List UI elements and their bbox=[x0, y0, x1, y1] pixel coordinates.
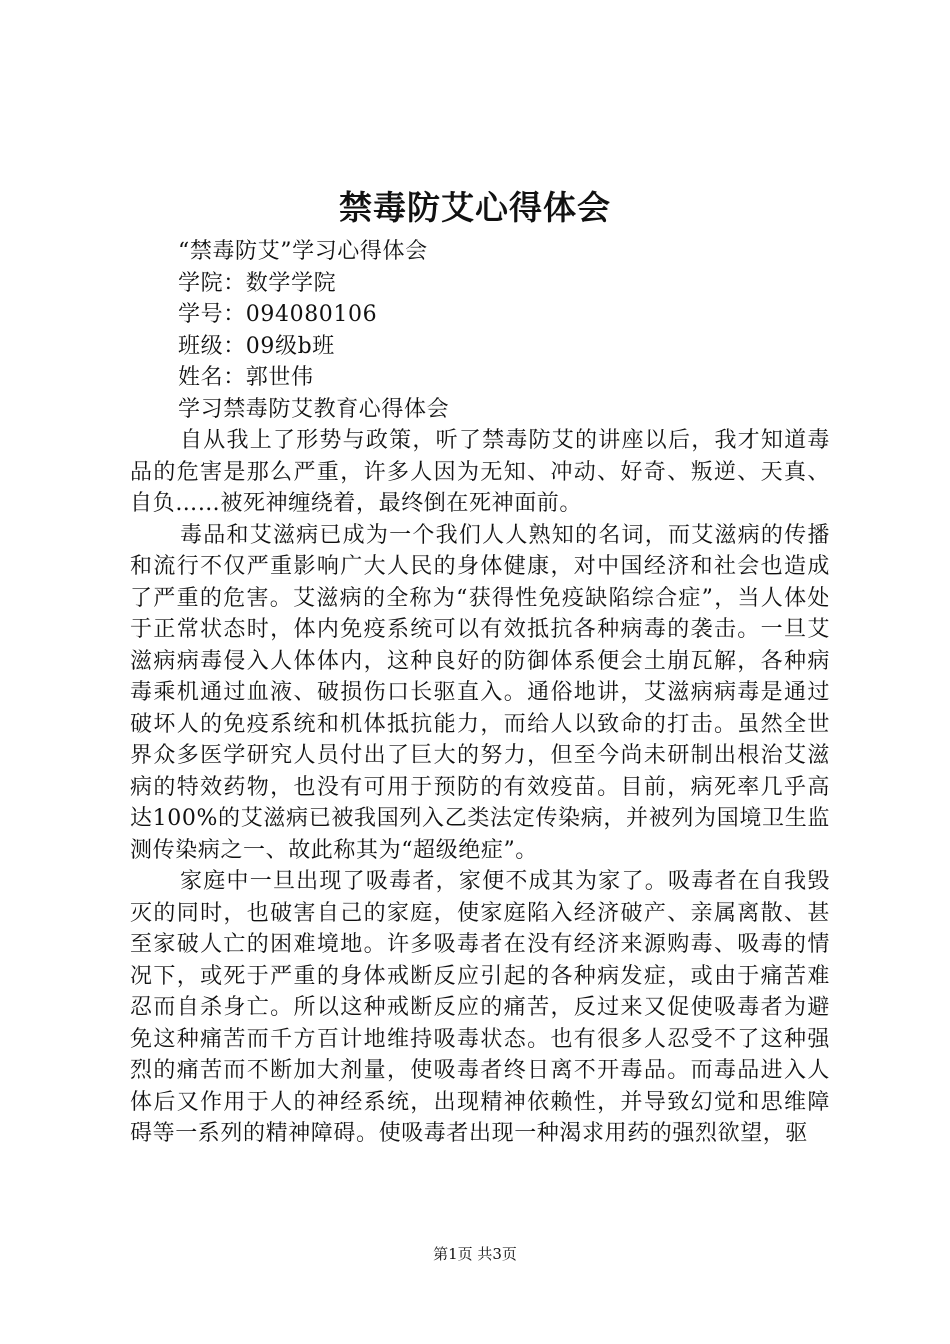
college-line: 学院：数学学院 bbox=[178, 270, 337, 296]
subtitle-line: “禁毒防艾”学习心得体会 bbox=[178, 239, 428, 264]
document-body bbox=[130, 236, 830, 1150]
document-title: 禁毒防艾心得体会 bbox=[339, 188, 611, 227]
student-id-line: 学号：094080106 bbox=[178, 302, 378, 327]
body-paragraph: 毒品和艾滋病已成为一个我们人人熟知的名词，而艾滋病的传播和流行不仅严重影响广大人民的身体健康，对中国经济和社会也造成了严重的危害。艾滋病的全称为“获得性免疫缺陷综合症”，当人体处于正常状态时，体内免疫系统可以有效抵抗各种病毒的袭击。一旦艾滋病病毒侵入人体体内，这种良好的防御体系便会土崩瓦解，各种病毒乘机通过血液、破损伤口长驱直入。通俗地讲，艾滋病病毒是通过破坏人的免疫系统和机体抵抗能力，而给人以致命的打击。虽然全世界众多医学研究人员付出了巨大的努力，但至今尚未研制出根治艾滋病的特效药物，也没有可用于预防的有效疫苗。目前，病死率几乎高达100%的艾滋病已被我国列入乙类法定传染病，并被列为国境卫生监测传染病之一、故此称其为“超级绝症”。 bbox=[130, 522, 830, 863]
section-heading: 学习禁毒防艾教育心得体会 bbox=[178, 396, 450, 422]
body-paragraph: 自从我上了形势与政策，听了禁毒防艾的讲座以后，我才知道毒品的危害是那么严重，许多人因为无知、冲动、好奇、叛逆、天真、自负……被死神缠绕着，最终倒在死神面前。 bbox=[130, 428, 830, 516]
body-paragraph: 家庭中一旦出现了吸毒者，家便不成其为家了。吸毒者在自我毁灭的同时，也破害自己的家庭，使家庭陷入经济破产、亲属离散、甚至家破人亡的困难境地。许多吸毒者在没有经济来源购毒、吸毒的情况下，或死于严重的身体戒断反应引起的各种病发症，或由于痛苦难忍而自杀身亡。所以这种戒断反应的痛苦，反过来又促使吸毒者为避免这种痛苦而千方百计地维持吸毒状态。也有很多人忍受不了这种强烈的痛苦而不断加大剂量，使吸毒者终日离不开毒品。而毒品进入人体后又作用于人的神经系统，出现精神依赖性，并导致幻觉和思维障碍等一系列的精神障碍。使吸毒者出现一种渴求用药的强烈欲望，驱 bbox=[130, 869, 830, 1146]
class-line: 班级：09级b班 bbox=[178, 333, 335, 359]
page-footer: 第1页 共3页 bbox=[433, 1245, 517, 1263]
name-line: 姓名：郭世伟 bbox=[178, 365, 314, 390]
